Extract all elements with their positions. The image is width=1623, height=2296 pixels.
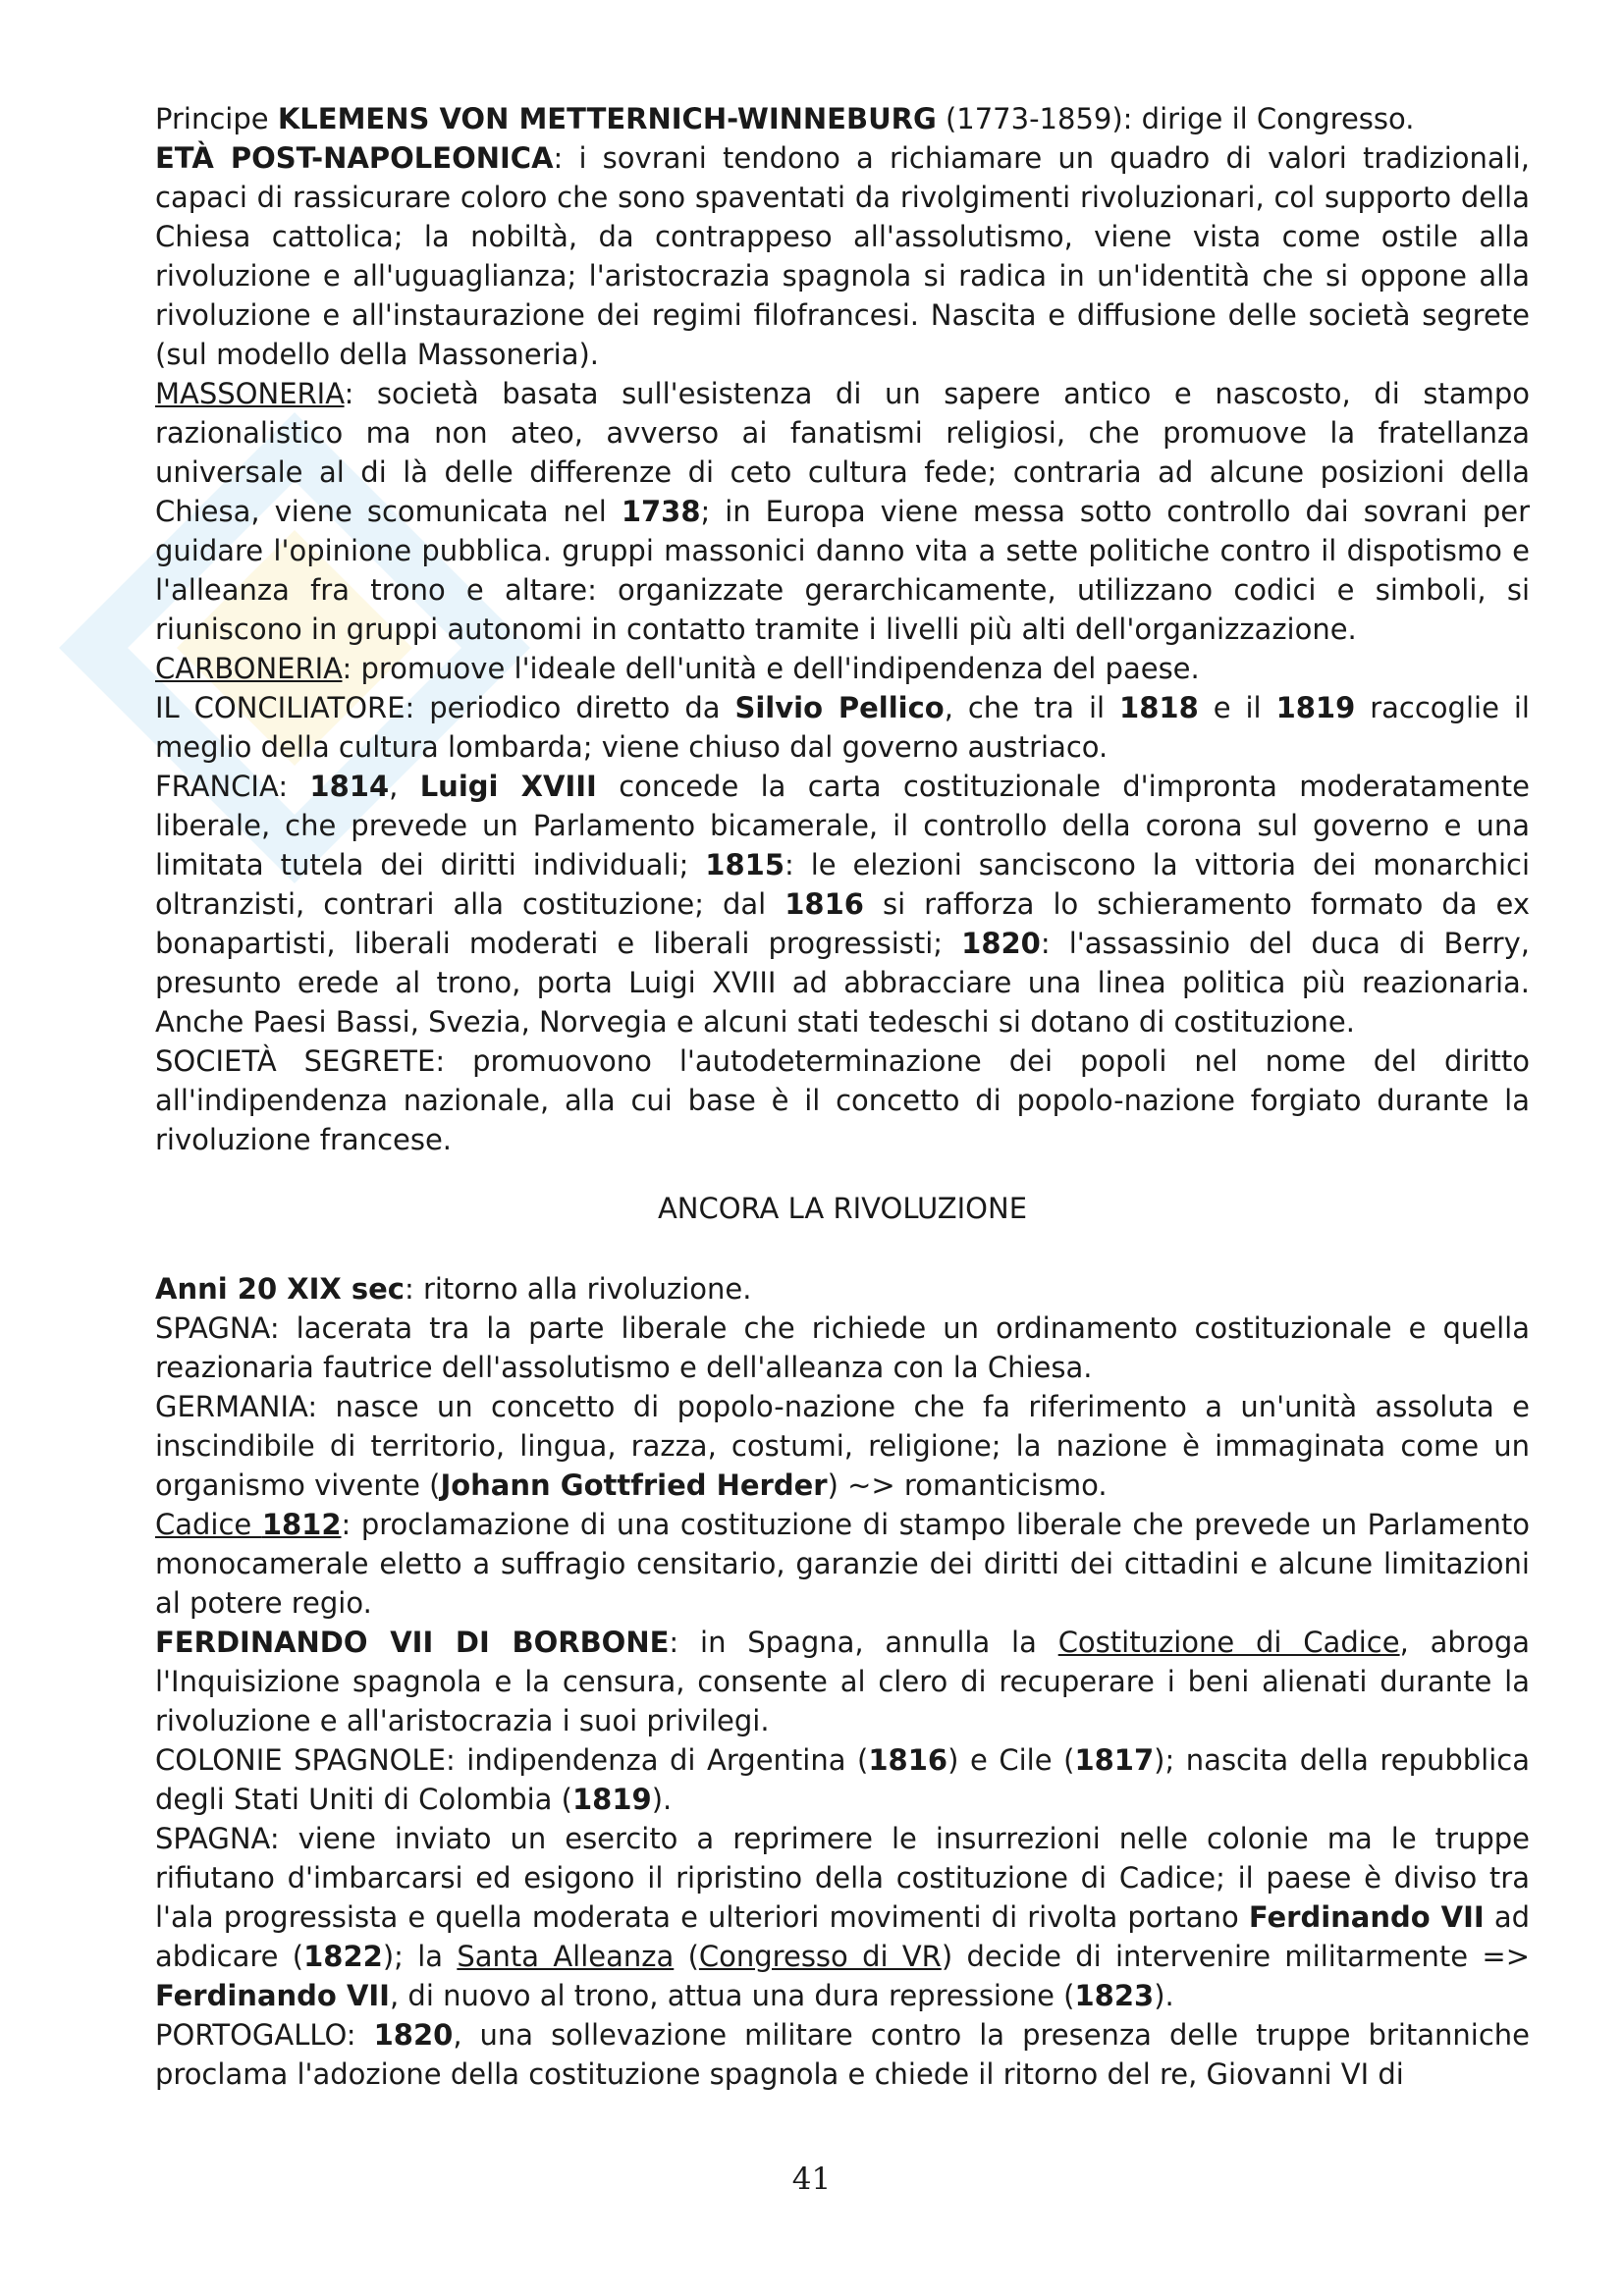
text-run: PORTOGALLO: bbox=[155, 2018, 374, 2052]
bold-text: 1820 bbox=[961, 927, 1041, 960]
bold-text: 1817 bbox=[1074, 1743, 1155, 1777]
text-run: raccoglie il meglio della cultura lombarda; viene chiuso dal governo austriaco. bbox=[155, 691, 1530, 764]
document-body bbox=[155, 99, 1530, 2094]
text-run: : l'assassinio del duca di Berry, presunto erede al trono, porta Luigi XVIII ad abbracciare una linea politica più reazionaria. Anche Paesi Bassi, Svezia, Norvegia e alcuni stati tedeschi si dotano di costituzione. bbox=[155, 927, 1530, 1039]
text-run: ). bbox=[1154, 1979, 1174, 2012]
bold-text: Anni 20 XIX sec bbox=[155, 1272, 405, 1306]
bold-text: 1819 bbox=[1275, 691, 1356, 724]
paragraph bbox=[155, 1623, 1530, 1740]
underlined-text: Congresso di VR bbox=[698, 1940, 942, 1973]
bold-text: Luigi XVIII bbox=[419, 770, 597, 803]
bold-text: 1823 bbox=[1074, 1979, 1155, 2012]
underlined-text: CARBONERIA bbox=[155, 652, 343, 685]
text-run: , che tra il bbox=[944, 691, 1120, 724]
bold-text: 1812 bbox=[261, 1508, 342, 1541]
text-run: : ritorno alla rivoluzione. bbox=[404, 1272, 752, 1306]
paragraph bbox=[155, 99, 1530, 138]
text-run: concede la carta costituzionale d'impronta moderatamente liberale, che prevede un Parlamento bicamerale, il controllo della corona sul governo e una limitata tutela dei diritti individuali; bbox=[155, 770, 1530, 881]
bold-text: 1819 bbox=[572, 1783, 652, 1816]
text-run: , abroga l'Inquisizione spagnola e la censura, consente al clero di recuperare i beni alienati durante la rivoluzione e all'aristocrazia i suoi privilegi. bbox=[155, 1626, 1530, 1737]
paragraph bbox=[155, 1041, 1530, 1159]
text-run: , una sollevazione militare contro la presenza delle truppe britanniche proclama l'adozione della costituzione spagnola e chiede il ritorno del re, Giovanni VI di bbox=[155, 2018, 1531, 2091]
bold-text: 1818 bbox=[1119, 691, 1199, 724]
text-run: Principe bbox=[155, 102, 278, 135]
text-run: : in Spagna, annulla la bbox=[669, 1626, 1058, 1659]
text-run: , bbox=[389, 770, 420, 803]
paragraph bbox=[155, 374, 1530, 649]
text-run: SPAGNA: lacerata tra la parte liberale che richiede un ordinamento costituzionale e quella reazionaria fautrice dell'assolutismo e dell'alleanza con la Chiesa. bbox=[155, 1311, 1530, 1384]
section-heading bbox=[155, 1189, 1530, 1228]
text-run: ); la bbox=[382, 1940, 458, 1973]
text-run: ( bbox=[674, 1940, 699, 1973]
text-run: ) ~> romanticismo. bbox=[827, 1468, 1108, 1502]
bold-text: ETÀ POST-NAPOLEONICA bbox=[155, 141, 554, 175]
page-number: 41 bbox=[791, 2162, 832, 2197]
paragraph bbox=[155, 767, 1530, 1041]
text-run: : promuove l'ideale dell'unità e dell'indipendenza del paese. bbox=[342, 652, 1200, 685]
paragraph bbox=[155, 1505, 1530, 1623]
paragraph bbox=[155, 1387, 1530, 1505]
bold-text: KLEMENS VON METTERNICH-WINNEBURG bbox=[277, 102, 937, 135]
bold-text: 1814 bbox=[309, 770, 390, 803]
text-run: ) e Cile ( bbox=[947, 1743, 1075, 1777]
paragraph bbox=[155, 649, 1530, 688]
bold-text: Johann Gottfried Herder bbox=[440, 1468, 828, 1502]
text-run: (1773-1859): dirige il Congresso. bbox=[936, 102, 1415, 135]
bold-text: 1820 bbox=[373, 2018, 454, 2052]
text-run: ); nascita della repubblica degli Stati Uniti di Colombia ( bbox=[155, 1743, 1530, 1816]
paragraph bbox=[155, 1740, 1530, 1819]
text-run: SPAGNA: viene inviato un esercito a reprimere le insurrezioni nelle colonie ma le truppe rifiutano d'imbarcarsi ed esigono il ripristino della costituzione di Cadice; il paese è diviso tra l'ala progressista e quella moderata e ulteriori movimenti di rivolta portano bbox=[155, 1822, 1530, 1934]
underlined-text: Santa Alleanza bbox=[457, 1940, 675, 1973]
paragraph bbox=[155, 1269, 1530, 1308]
bold-text: 1816 bbox=[784, 887, 864, 921]
bold-text: 1815 bbox=[705, 848, 785, 881]
text-run: ad abdicare ( bbox=[155, 1900, 1530, 1973]
bold-text: Ferdinando VII bbox=[1248, 1900, 1485, 1934]
bold-text: 1816 bbox=[868, 1743, 948, 1777]
text-run: , di nuovo al trono, attua una dura repressione ( bbox=[389, 1979, 1075, 2012]
text-run: : società basata sull'esistenza di un sapere antico e nascosto, di stampo razionalistico ma non ateo, avverso ai fanatismi religiosi, che promuove la fratellanza universale al di là delle differenze di ceto cultura fede; contraria ad alcune posizioni della Chiesa, viene scomunicata nel bbox=[155, 377, 1530, 528]
paragraph bbox=[155, 1819, 1530, 2015]
text-run: ). bbox=[651, 1783, 673, 1816]
paragraph bbox=[155, 138, 1530, 374]
text-run: si rafforza lo schieramento formato da ex bonapartisti, liberali moderati e liberali progressisti; bbox=[155, 887, 1531, 960]
paragraph bbox=[155, 1308, 1530, 1387]
underlined-text: Cadice bbox=[155, 1508, 262, 1541]
text-run: : le elezioni sanciscono la vittoria dei monarchici oltranzisti, contrari alla costituzione; dal bbox=[155, 848, 1531, 921]
bold-text: Ferdinando VII bbox=[155, 1979, 390, 2012]
text-run: : i sovrani tendono a richiamare un quadro di valori tradizionali, capaci di rassicurare coloro che sono spaventati da rivolgimenti rivoluzionari, col supporto della Chiesa cattolica; la nobiltà, da contrappeso all'assolutismo, viene vista come ostile alla rivoluzione e all'uguaglianza; l'aristocrazia spagnola si radica in un'identità che si oppone alla rivoluzione e all'instaurazione dei regimi filofrancesi. Nascita e diffusione delle società segrete (sul modello della Massoneria). bbox=[155, 141, 1530, 371]
underlined-text: MASSONERIA bbox=[155, 377, 345, 410]
bold-text: 1822 bbox=[303, 1940, 383, 1973]
text-run: ANCORA LA RIVOLUZIONE bbox=[657, 1192, 1028, 1225]
bold-text: Silvio Pellico bbox=[734, 691, 945, 724]
text-run: : proclamazione di una costituzione di stampo liberale che prevede un Parlamento monocamerale eletto a suffragio censitario, garanzie dei diritti dei cittadini e alcune limitazioni al potere regio. bbox=[155, 1508, 1530, 1620]
text-run: ; in Europa viene messa sotto controllo dai sovrani per guidare l'opinione pubblica. gruppi massonici danno vita a sette politiche contro il dispotismo e l'alleanza fra trono e altare: organizzate gerarchicamente, utilizzano codici e simboli, si riuniscono in gruppi autonomi in contatto tramite i livelli più alti dell'organizzazione. bbox=[155, 495, 1530, 646]
text-run: SOCIETÀ SEGRETE: promuovono l'autodeterminazione dei popoli nel nome del diritto all'indipendenza nazionale, alla cui base è il concetto di popolo-nazione forgiato durante la rivoluzione francese. bbox=[155, 1044, 1530, 1156]
underlined-text: Costituzione di Cadice bbox=[1057, 1626, 1400, 1659]
text-run: ) decide di intervenire militarmente => bbox=[941, 1940, 1530, 1973]
text-run: COLONIE SPAGNOLE: indipendenza di Argentina ( bbox=[155, 1743, 869, 1777]
text-run: FRANCIA: bbox=[155, 770, 310, 803]
text-run: GERMANIA: nasce un concetto di popolo-nazione che fa riferimento a un'unità assoluta e inscindibile di territorio, lingua, razza, costumi, religione; la nazione è immaginata come un organismo vivente ( bbox=[155, 1390, 1530, 1502]
bold-text: FERDINANDO VII DI BORBONE bbox=[155, 1626, 670, 1659]
bold-text: 1738 bbox=[621, 495, 701, 528]
paragraph bbox=[155, 688, 1530, 767]
text-run: e il bbox=[1198, 691, 1276, 724]
text-run: IL CONCILIATORE: periodico diretto da bbox=[155, 691, 735, 724]
paragraph bbox=[155, 2015, 1530, 2094]
